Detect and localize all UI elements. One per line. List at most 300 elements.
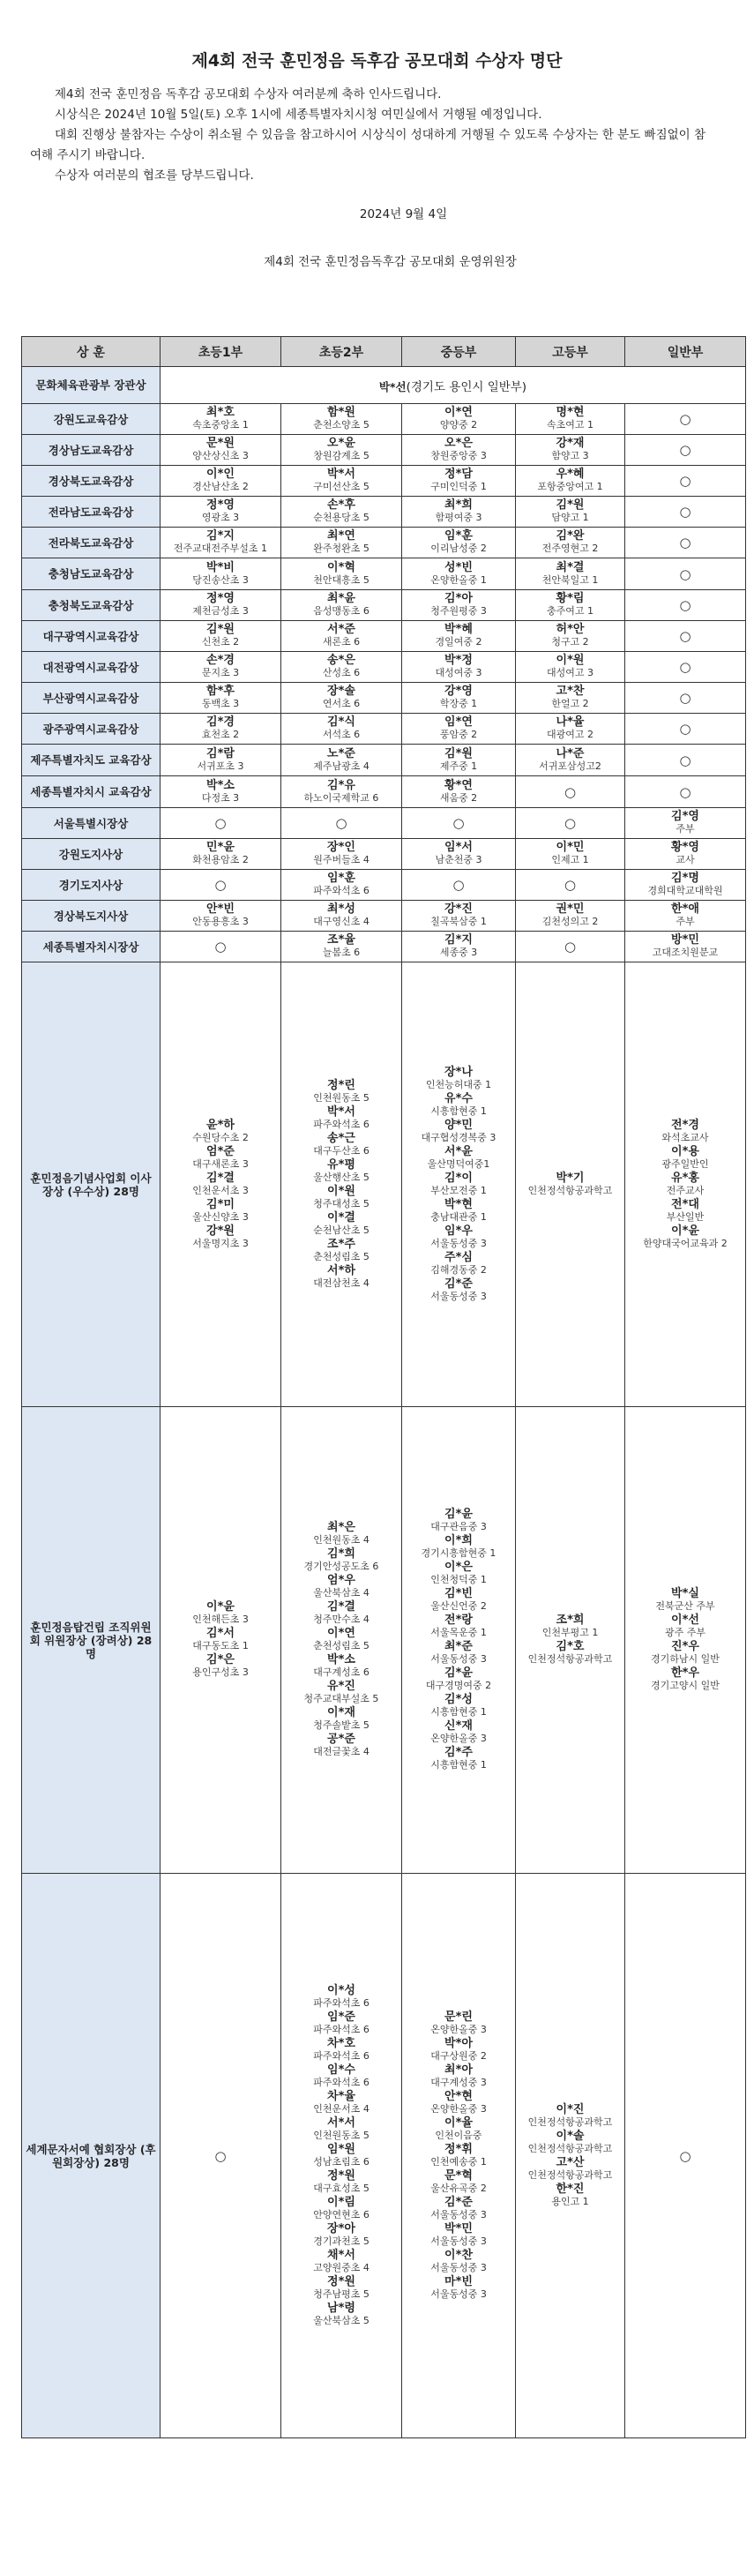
winner-affiliation: 담양고 1 bbox=[551, 512, 589, 523]
winner-entry bbox=[161, 747, 280, 774]
winner-name: 이*혁 bbox=[327, 560, 355, 574]
award-cell bbox=[516, 1407, 625, 1874]
winner-affiliation: 경기시흥함현중 1 bbox=[421, 1547, 496, 1559]
empty-mark: ○ bbox=[564, 783, 577, 800]
winner-entry bbox=[402, 1640, 515, 1666]
winner-affiliation: 김천성의고 2 bbox=[541, 916, 599, 927]
winner-affiliation: 양산상신초 3 bbox=[192, 450, 249, 461]
winner-affiliation: 서귀포삼성고2 bbox=[539, 760, 601, 772]
winner-name: 이*진 bbox=[556, 2102, 585, 2116]
winner-affiliation: 안동용흥초 3 bbox=[192, 916, 249, 927]
winner-name: 김*경 bbox=[206, 715, 235, 729]
award-cell bbox=[625, 901, 746, 932]
winner-affiliation: 울산신양초 3 bbox=[192, 1210, 249, 1223]
winner-affiliation: 춘천소양초 5 bbox=[313, 419, 370, 431]
winner-name: 오*윤 bbox=[327, 437, 355, 450]
award-cell bbox=[625, 466, 746, 497]
winner-name: 유*진 bbox=[327, 1680, 355, 1693]
winner-name: 전*경 bbox=[671, 1118, 699, 1132]
award-cell bbox=[516, 1874, 625, 2438]
winner-affiliation: 부산일반 bbox=[666, 1210, 705, 1223]
winner-affiliation: 시흥함현중 1 bbox=[430, 1759, 487, 1771]
winner-entry bbox=[281, 2090, 401, 2116]
award-cell bbox=[281, 558, 402, 590]
winner-entry bbox=[625, 1198, 745, 1224]
winner-name: 채*서 bbox=[327, 2248, 355, 2262]
winner-detail: (경기도 용인시 일반부) bbox=[406, 379, 527, 394]
award-cell bbox=[402, 404, 516, 435]
winner-entry bbox=[281, 1706, 401, 1733]
winner-affiliation: 인천운서초 3 bbox=[192, 1184, 249, 1196]
award-cell bbox=[402, 528, 516, 558]
winner-affiliation: 하노이국제학교 6 bbox=[303, 791, 379, 804]
winner-affiliation: 시흥함현중 1 bbox=[430, 1105, 487, 1117]
winner-affiliation: 서울동성중 3 bbox=[430, 1653, 487, 1665]
winner-affiliation: 서울명지초 3 bbox=[192, 1237, 249, 1249]
award-cell bbox=[516, 652, 625, 683]
winner-name: 박*실 bbox=[671, 1587, 699, 1600]
table-row bbox=[22, 497, 746, 528]
winner-affiliation: 전주교대전주부설초 1 bbox=[173, 543, 268, 554]
winner-entry bbox=[402, 1719, 515, 1746]
winner-affiliation: 대구두산초 6 bbox=[313, 1144, 370, 1157]
award-cell bbox=[625, 528, 746, 558]
winner-entry bbox=[516, 1172, 624, 1198]
winner-affiliation: 파주와석초 6 bbox=[313, 1118, 370, 1130]
winner-entry bbox=[281, 1600, 401, 1627]
winner-name: 안*현 bbox=[444, 2089, 473, 2103]
winner-affiliation: 당진송산초 3 bbox=[192, 573, 249, 586]
winner-name: 이*솔 bbox=[556, 2129, 585, 2143]
winner-entry bbox=[281, 2302, 401, 2328]
award-cell bbox=[625, 1874, 746, 2438]
table-row bbox=[22, 776, 746, 808]
winner-name: 김*원 bbox=[556, 498, 585, 512]
table-row bbox=[22, 901, 746, 932]
winner-name: 최*준 bbox=[444, 1640, 473, 1653]
winner-name: 유*홍 bbox=[671, 1171, 699, 1185]
page-title: 제4회 전국 훈민정음 독후감 공모대회 수상자 명단 bbox=[191, 51, 563, 71]
winner-entry bbox=[402, 1145, 515, 1172]
winner-affiliation: 인천부평고 1 bbox=[541, 1627, 599, 1638]
winner-name: 김*지 bbox=[206, 529, 235, 543]
winner-name: 박*소 bbox=[206, 778, 235, 792]
winner-entry bbox=[625, 933, 745, 960]
winner-entry bbox=[161, 654, 280, 680]
winner-affiliation: 청주남평초 5 bbox=[313, 2288, 370, 2300]
empty-mark: ○ bbox=[452, 815, 465, 831]
winner-name: 정*영 bbox=[206, 592, 235, 605]
winner-affiliation: 창원중앙중 3 bbox=[430, 450, 487, 461]
award-cell bbox=[402, 497, 516, 528]
winner-entry bbox=[402, 902, 515, 929]
header-elem2: 초등2부 bbox=[281, 337, 402, 367]
empty-mark: ○ bbox=[335, 815, 347, 831]
winner-entry bbox=[161, 437, 280, 463]
winner-affiliation: 전주교사 bbox=[666, 1184, 705, 1196]
winner-affiliation: 함평여중 3 bbox=[435, 512, 482, 523]
winner-name: 유*평 bbox=[327, 1157, 355, 1172]
winner-entry bbox=[161, 623, 280, 649]
winner-entry bbox=[402, 2249, 515, 2275]
winner-entry bbox=[281, 2169, 401, 2196]
empty-mark: ○ bbox=[452, 877, 465, 893]
award-cell bbox=[161, 652, 281, 683]
empty-mark: ○ bbox=[679, 659, 691, 675]
award-cell bbox=[402, 776, 516, 808]
winner-entry bbox=[161, 529, 280, 556]
winner-entry bbox=[161, 468, 280, 494]
winner-entry bbox=[625, 810, 745, 836]
award-cell bbox=[281, 808, 402, 839]
winner-name: 정*린 bbox=[327, 1078, 355, 1092]
winner-name: 박*정 bbox=[444, 654, 473, 667]
winner-entry bbox=[402, 2196, 515, 2222]
winner-entry bbox=[516, 468, 624, 494]
winner-name: 서*서 bbox=[327, 2115, 355, 2130]
winner-entry bbox=[281, 592, 401, 618]
winner-entry bbox=[402, 747, 515, 774]
winner-entry bbox=[281, 2037, 401, 2063]
award-cell bbox=[402, 683, 516, 714]
winner-name: 조*율 bbox=[327, 933, 355, 947]
winner-affiliation: 인천청덕중 1 bbox=[430, 1574, 487, 1585]
empty-mark: ○ bbox=[679, 721, 691, 737]
winner-entry bbox=[281, 406, 401, 432]
table-row-large bbox=[22, 962, 746, 1407]
winner-name: 한*진 bbox=[556, 2182, 585, 2196]
award-cell bbox=[516, 962, 625, 1407]
award-name: 문화체육관광부 장관상 bbox=[22, 367, 161, 404]
winner-name: 김*식 bbox=[327, 715, 355, 729]
winner-affiliation: 김해경동중 2 bbox=[430, 1263, 487, 1276]
winner-name: 장*솔 bbox=[327, 685, 355, 698]
winner-entry bbox=[402, 1224, 515, 1251]
header-general: 일반부 bbox=[625, 337, 746, 367]
winner-name: 이*결 bbox=[327, 1210, 355, 1224]
winner-affiliation: 충주여고 1 bbox=[547, 605, 593, 617]
winner-entry bbox=[281, 1105, 401, 1132]
winner-affiliation: 연서초 6 bbox=[322, 698, 361, 709]
award-cell bbox=[402, 839, 516, 870]
winner-entry bbox=[281, 747, 401, 774]
winner-affiliation: 인천정석항공과학고 bbox=[527, 1184, 613, 1196]
award-cell bbox=[161, 683, 281, 714]
winner-name: 서*준 bbox=[327, 623, 355, 636]
award-cell bbox=[402, 621, 516, 652]
award-cell bbox=[516, 932, 625, 962]
table-row bbox=[22, 808, 746, 839]
winner-affiliation: 온양한올중 3 bbox=[430, 2023, 487, 2035]
winner-name: 김*희 bbox=[327, 1547, 355, 1561]
winner-entry bbox=[281, 2011, 401, 2037]
winner-name: 이*용 bbox=[671, 1144, 699, 1158]
winner-name: 남*령 bbox=[327, 2301, 355, 2315]
award-cell bbox=[161, 745, 281, 776]
winner-entry bbox=[516, 2183, 624, 2209]
winner-name: 공*준 bbox=[327, 1733, 355, 1746]
winner-affiliation: 대구새론초 3 bbox=[192, 1157, 249, 1170]
winner-name: 이*찬 bbox=[444, 2248, 473, 2262]
award-name: 훈민정음탑건립 조직위원회 위원장상 (장려상) 28명 bbox=[22, 1407, 161, 1874]
winner-name: 김*윤 bbox=[444, 1666, 473, 1680]
winner-affiliation: 대구계성초 6 bbox=[313, 1666, 370, 1678]
winner-entry bbox=[402, 2037, 515, 2063]
award-cell bbox=[625, 808, 746, 839]
winner-name: 전*대 bbox=[671, 1197, 699, 1211]
winner-name: 문*원 bbox=[206, 437, 235, 450]
winner-affiliation: 천안대흥초 5 bbox=[313, 573, 370, 586]
empty-mark: ○ bbox=[214, 877, 227, 893]
winner-entry bbox=[516, 2156, 624, 2183]
winner-affiliation: 인천해든초 3 bbox=[192, 1614, 249, 1625]
table-row bbox=[22, 466, 746, 497]
winner-name: 김*원 bbox=[444, 746, 473, 760]
winner-name: 이*은 bbox=[444, 1561, 473, 1574]
winner-name: 고*산 bbox=[556, 2155, 585, 2169]
winner-affiliation: 신천초 2 bbox=[201, 636, 240, 648]
winner-name: 임*원 bbox=[327, 2142, 355, 2156]
winner-name: 엄*우 bbox=[327, 1574, 355, 1587]
winner-entry bbox=[281, 841, 401, 867]
winner-affiliation: 대성여중 3 bbox=[435, 667, 482, 678]
winner-entry bbox=[625, 1119, 745, 1145]
table-row bbox=[22, 590, 746, 621]
winner-affiliation: 온양한올중 3 bbox=[430, 2102, 487, 2115]
winner-entry bbox=[281, 1238, 401, 1264]
winner-affiliation: 인천정석항공과학고 bbox=[527, 1653, 613, 1665]
winner-name: 김*유 bbox=[327, 778, 355, 792]
award-cell bbox=[625, 497, 746, 528]
award-name: 부산광역시교육감상 bbox=[22, 683, 161, 714]
winner-affiliation: 서귀포초 3 bbox=[197, 760, 244, 772]
award-name: 경기도지사상 bbox=[22, 870, 161, 901]
winner-name: 이*성 bbox=[327, 1983, 355, 1997]
winner-affiliation: 대구경명여중 2 bbox=[425, 1680, 492, 1691]
award-cell bbox=[161, 808, 281, 839]
award-cell bbox=[161, 901, 281, 932]
award-cell bbox=[281, 404, 402, 435]
winner-entry bbox=[281, 1185, 401, 1211]
winner-entry bbox=[161, 561, 280, 588]
winner-affiliation: 수원당수초 2 bbox=[192, 1131, 249, 1143]
winner-entry bbox=[161, 841, 280, 867]
award-cell bbox=[516, 839, 625, 870]
award-cell bbox=[161, 497, 281, 528]
winner-entry bbox=[281, 872, 401, 898]
winner-name: 김*결 bbox=[327, 1600, 355, 1614]
winner-affiliation: 청주만수초 4 bbox=[313, 1614, 370, 1625]
winner-affiliation: 대성여고 3 bbox=[547, 667, 593, 678]
winner-name: 정*원 bbox=[327, 2168, 355, 2183]
winner-affiliation: 대구관음중 3 bbox=[430, 1521, 487, 1532]
award-cell bbox=[281, 497, 402, 528]
award-name: 경상남도교육감상 bbox=[22, 435, 161, 466]
winner-affiliation: 대광여고 2 bbox=[547, 729, 593, 740]
winner-affiliation: 원주버들초 4 bbox=[313, 854, 370, 865]
empty-mark: ○ bbox=[679, 690, 691, 706]
winner-name: 장*인 bbox=[327, 841, 355, 854]
winner-name: 이*원 bbox=[556, 654, 585, 667]
winner-name: 박*혜 bbox=[444, 623, 473, 636]
header-elem1: 초등1부 bbox=[161, 337, 281, 367]
winner-affiliation: 서울동성중 3 bbox=[430, 1290, 487, 1302]
winner-entry bbox=[402, 529, 515, 556]
winner-entry bbox=[402, 654, 515, 680]
winner-entry bbox=[161, 1198, 280, 1224]
award-cell bbox=[281, 776, 402, 808]
winner-name: 이*림 bbox=[327, 2195, 355, 2209]
winner-name: 오*은 bbox=[444, 437, 473, 450]
empty-mark: ○ bbox=[679, 597, 691, 613]
winner-name: 정*담 bbox=[444, 468, 473, 481]
winner-name: 이*율 bbox=[444, 2115, 473, 2130]
winner-name: 김*지 bbox=[444, 933, 473, 947]
winner-affiliation: 청주솔밭초 5 bbox=[313, 1719, 370, 1731]
winner-name: 장*나 bbox=[444, 1065, 473, 1079]
winner-affiliation: 경기고양시 일반 bbox=[651, 1680, 720, 1691]
winner-entry bbox=[281, 2063, 401, 2090]
empty-mark: ○ bbox=[679, 783, 691, 800]
award-name: 광주광역시교육감상 bbox=[22, 714, 161, 745]
winner-affiliation: 인천정석항공과학고 bbox=[527, 2115, 613, 2128]
winner-affiliation: 한얼고 2 bbox=[551, 698, 589, 709]
winner-name: 임*준 bbox=[327, 2010, 355, 2024]
winner-name: 나*준 bbox=[556, 746, 585, 760]
winner-name: 명*현 bbox=[556, 406, 585, 419]
award-cell bbox=[161, 1874, 281, 2438]
winner-name: 박*민 bbox=[444, 2221, 473, 2235]
winner-entry bbox=[402, 1251, 515, 1277]
winner-entry bbox=[516, 685, 624, 711]
winner-entry bbox=[402, 1198, 515, 1224]
winner-entry bbox=[281, 1079, 401, 1105]
winner-affiliation: 춘천성림초 5 bbox=[313, 1640, 370, 1651]
award-name: 대구광역시교육감상 bbox=[22, 621, 161, 652]
winner-name: 민*윤 bbox=[206, 841, 235, 854]
winner-name: 이*원 bbox=[327, 1184, 355, 1198]
award-cell bbox=[402, 901, 516, 932]
award-cell bbox=[281, 714, 402, 745]
award-cell bbox=[161, 435, 281, 466]
winner-entry bbox=[516, 1640, 624, 1666]
award-cell bbox=[625, 1407, 746, 1874]
winner-name: 최*결 bbox=[556, 560, 585, 574]
winner-entry bbox=[402, 685, 515, 711]
award-cell bbox=[161, 590, 281, 621]
winner-name: 강*영 bbox=[444, 685, 473, 698]
winner-entry bbox=[281, 2116, 401, 2143]
winner-affiliation: 산성초 6 bbox=[322, 667, 361, 678]
winner-affiliation: 제주중 1 bbox=[439, 760, 478, 772]
winner-entry bbox=[402, 779, 515, 805]
winner-name: 정*휘 bbox=[444, 2142, 473, 2156]
winner-entry bbox=[625, 1587, 745, 1614]
winner-entry bbox=[402, 1666, 515, 1693]
winner-affiliation: 양양중 2 bbox=[439, 419, 478, 431]
winner-entry bbox=[402, 561, 515, 588]
winner-entry bbox=[402, 1587, 515, 1614]
winner-entry bbox=[281, 1521, 401, 1547]
winner-name: 김*명 bbox=[671, 872, 699, 885]
winner-entry bbox=[402, 1746, 515, 1772]
winner-affiliation: 창원감계초 5 bbox=[313, 450, 370, 461]
winner-name: 황*영 bbox=[671, 841, 699, 854]
award-cell bbox=[281, 528, 402, 558]
notice-date: 2024년 9월 4일 bbox=[359, 207, 448, 221]
winner-name: 이*연 bbox=[444, 406, 473, 419]
empty-mark: ○ bbox=[679, 535, 691, 550]
winner-name: 임*훈 bbox=[327, 872, 355, 885]
winner-entry bbox=[402, 1172, 515, 1198]
winner-entry bbox=[402, 2090, 515, 2116]
winner-entry bbox=[161, 715, 280, 742]
table-row bbox=[22, 404, 746, 435]
award-cell bbox=[161, 839, 281, 870]
winner-affiliation: 이리남성중 2 bbox=[430, 543, 487, 554]
winner-entry bbox=[281, 1547, 401, 1574]
winner-affiliation: 온양한올중 1 bbox=[430, 573, 487, 586]
award-cell bbox=[402, 745, 516, 776]
committee-signature: 제4회 전국 훈민정음독후감 공모대회 운영위원장 bbox=[264, 255, 517, 269]
winner-affiliation: 효천초 2 bbox=[201, 729, 240, 740]
winner-entry bbox=[625, 1172, 745, 1198]
winner-affiliation: 대구계성중 3 bbox=[430, 2076, 487, 2088]
award-cell bbox=[625, 683, 746, 714]
winner-entry bbox=[281, 933, 401, 960]
winner-entry bbox=[281, 498, 401, 525]
winner-name: 황*림 bbox=[556, 592, 585, 605]
winner-name: 윤*하 bbox=[206, 1118, 235, 1132]
winner-affiliation: 청주대성초 5 bbox=[313, 1197, 370, 1209]
award-cell bbox=[402, 1407, 516, 1874]
award-cell bbox=[516, 466, 625, 497]
winner-affiliation: 경기과천초 5 bbox=[313, 2235, 370, 2247]
winner-affiliation: 영광초 3 bbox=[201, 512, 240, 523]
winner-entry bbox=[161, 498, 280, 525]
winner-entry bbox=[516, 529, 624, 556]
winner-entry bbox=[402, 1066, 515, 1092]
winner-name: 송*근 bbox=[327, 1131, 355, 1145]
award-cell bbox=[516, 435, 625, 466]
winner-entry bbox=[281, 1132, 401, 1158]
winner-affiliation: 인천능허대중 1 bbox=[425, 1078, 492, 1090]
award-cell bbox=[516, 776, 625, 808]
award-cell bbox=[516, 714, 625, 745]
winner-entry bbox=[625, 1614, 745, 1640]
winner-entry bbox=[625, 1666, 745, 1693]
winner-affiliation: 서울동성중 3 bbox=[430, 2208, 487, 2220]
winner-affiliation: 순천남산초 5 bbox=[313, 1224, 370, 1236]
winner-entry bbox=[161, 1627, 280, 1653]
winner-affiliation: 풍암중 2 bbox=[439, 729, 478, 740]
minister-row bbox=[22, 367, 746, 404]
table-row bbox=[22, 839, 746, 870]
winner-affiliation: 천안북일고 1 bbox=[541, 573, 599, 586]
winner-name: 이*희 bbox=[444, 1534, 473, 1547]
winner-affiliation: 시흥함현중 1 bbox=[430, 1706, 487, 1718]
winner-affiliation: 안양연현초 6 bbox=[313, 2208, 370, 2220]
winner-name: 이*민 bbox=[556, 841, 585, 854]
winner-affiliation: 청주교대부설초 5 bbox=[303, 1693, 379, 1704]
winner-affiliation: 서울목운중 1 bbox=[430, 1627, 487, 1638]
winner-entry bbox=[402, 437, 515, 463]
winner-entry bbox=[516, 2103, 624, 2130]
winner-entry bbox=[516, 406, 624, 432]
winner-name: 엄*준 bbox=[206, 1144, 235, 1158]
winner-name: 이*윤 bbox=[671, 1224, 699, 1238]
winner-name: 유*수 bbox=[444, 1091, 473, 1105]
